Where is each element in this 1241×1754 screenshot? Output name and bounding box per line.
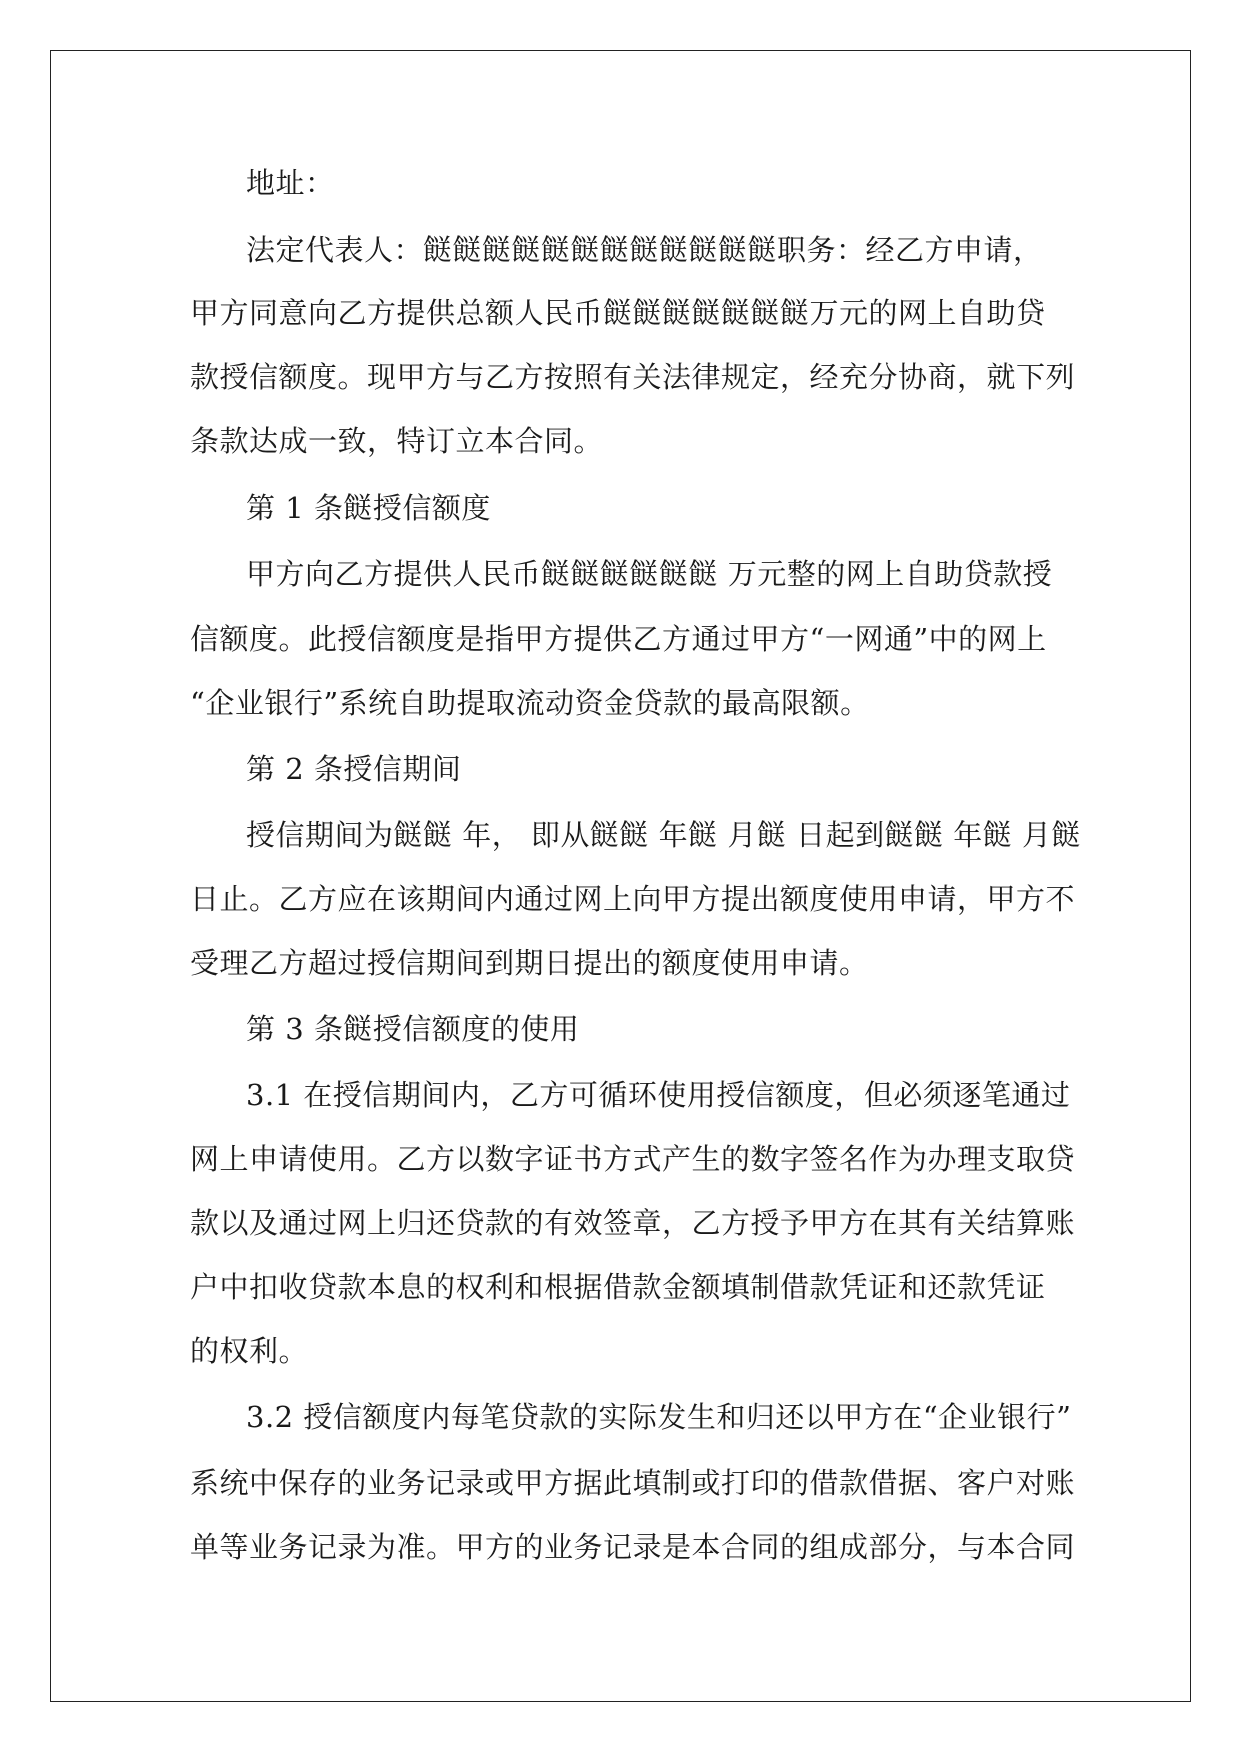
paragraph-line: 单等业务记录为准。甲方的业务记录是本合同的组成部分，与本合同 xyxy=(190,1530,1076,1564)
paragraph-line: 授信期间为餸餸 年， 即从餸餸 年餸 月餸 日起到餸餸 年餸 月餸 xyxy=(246,818,1082,852)
paragraph-line: 3.1 在授信期间内，乙方可循环使用授信额度，但必须逐笔通过 xyxy=(246,1078,1071,1112)
paragraph-line: “企业银行”系统自助提取流动资金贷款的最高限额。 xyxy=(190,686,870,720)
paragraph-line: 的权利。 xyxy=(190,1334,309,1368)
article-2-heading: 第 2 条授信期间 xyxy=(246,752,462,786)
paragraph-line: 系统中保存的业务记录或甲方据此填制或打印的借款借据、客户对账 xyxy=(190,1466,1076,1500)
paragraph-line: 网上申请使用。乙方以数字证书方式产生的数字签名作为办理支取贷 xyxy=(190,1142,1076,1176)
article-1-heading: 第 1 条餸授信额度 xyxy=(246,491,491,525)
paragraph-line: 款授信额度。现甲方与乙方按照有关法律规定，经充分协商，就下列 xyxy=(190,360,1076,394)
paragraph-line: 信额度。此授信额度是指甲方提供乙方通过甲方“一网通”中的网上 xyxy=(190,622,1047,656)
article-3-heading: 第 3 条餸授信额度的使用 xyxy=(246,1012,580,1046)
paragraph-line: 户中扣收贷款本息的权利和根据借款金额填制借款凭证和还款凭证 xyxy=(190,1270,1046,1304)
paragraph-line: 甲方同意向乙方提供总额人民币餸餸餸餸餸餸餸万元的网上自助贷 xyxy=(190,296,1046,330)
paragraph-line: 条款达成一致，特订立本合同。 xyxy=(190,424,604,458)
paragraph-line: 3.2 授信额度内每笔贷款的实际发生和归还以甲方在“企业银行” xyxy=(246,1400,1072,1434)
paragraph-line: 日止。乙方应在该期间内通过网上向甲方提出额度使用申请，甲方不 xyxy=(190,882,1076,916)
paragraph-line: 款以及通过网上归还贷款的有效签章，乙方授予甲方在其有关结算账 xyxy=(190,1206,1076,1240)
address-label: 地址： xyxy=(246,166,335,200)
paragraph-line: 受理乙方超过授信期间到期日提出的额度使用申请。 xyxy=(190,946,869,980)
paragraph-line: 甲方向乙方提供人民币餸餸餸餸餸餸 万元整的网上自助贷款授 xyxy=(246,557,1053,591)
legal-representative-line: 法定代表人：餸餸餸餸餸餸餸餸餸餸餸餸职务：经乙方申请， xyxy=(246,233,1043,267)
